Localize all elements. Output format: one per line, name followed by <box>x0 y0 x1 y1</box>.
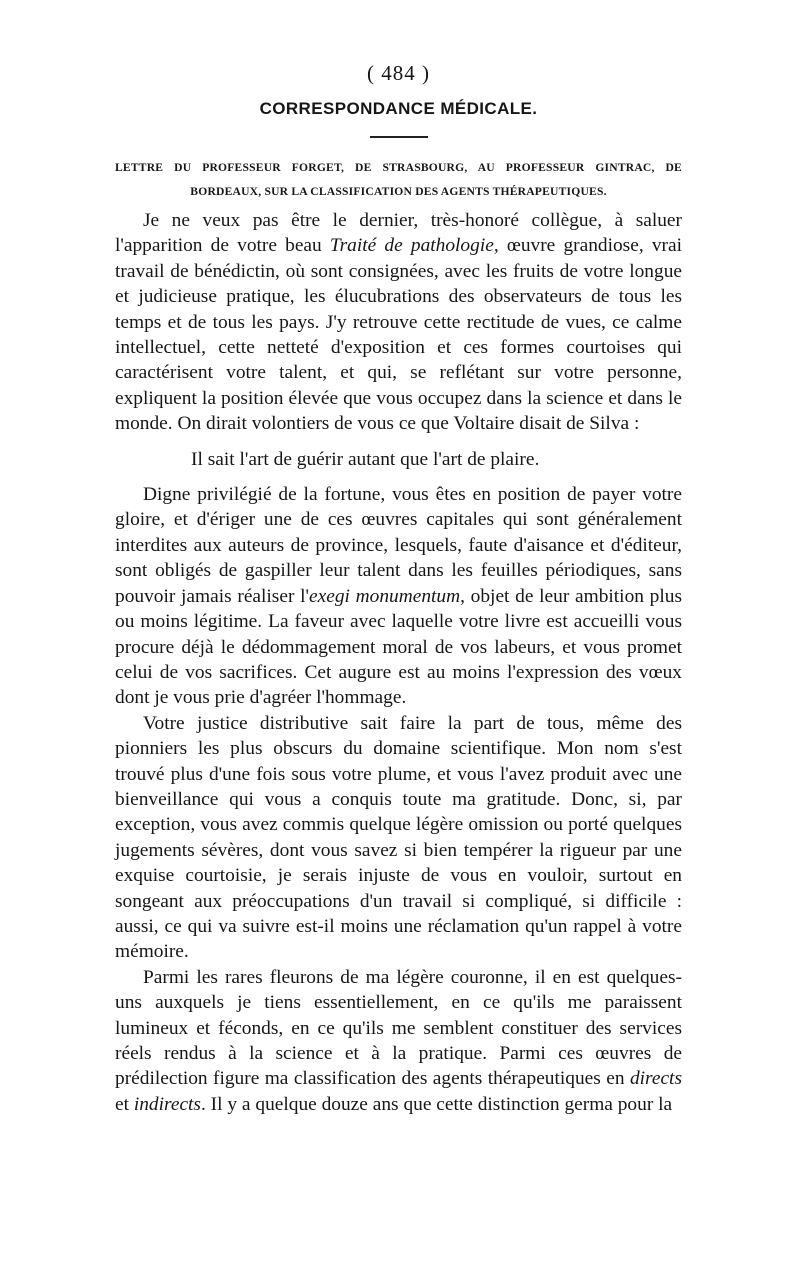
paragraph-4-conjunction: et <box>115 1093 134 1115</box>
page-number: ( 484 ) <box>367 61 430 85</box>
book-title-italic: Traité de pathologie <box>329 235 494 257</box>
paragraph-2-text-start: Digne privilégié de la fortune, vous êtes en position de payer votre gloire, et d'ériger une de ces œuvres capitales qui sont généralement interdites aux auteurs de province, lesquels, faute d'aisance et d'éditeur, sont obligés de gaspiller leur talent dans les feuilles périodiques, sans pouvoir jamais réaliser l' <box>115 484 682 607</box>
paragraph-2-text-end: , objet de leur ambition plus ou moins légitime. La faveur avec laquelle votre livre est accueilli vous procure déjà le dédommagement moral de vos labeurs, et vous promet celui de vos sacrifices. Cet augure est au moins l'expression des vœux dont je vous prie d'agréer l'hommage. <box>115 585 682 709</box>
term-directs-italic: directs <box>629 1068 682 1090</box>
paragraph-4-text-start: Parmi les rares fleurons de ma légère couronne, il en est quelques-uns auxquels je tiens essentiellement, en ce qu'ils me paraissent lumineux et féconds, en ce qu'ils me semblent constituer des services réels rendus à la science et à la pratique. Parmi ces œuvres de prédilection figure ma classification des agents thérapeutiques en <box>115 966 682 1090</box>
paragraph-1 <box>115 208 682 437</box>
book-page <box>115 58 682 1117</box>
paragraph-4 <box>115 965 682 1117</box>
term-indirects-italic: indirects <box>133 1093 201 1115</box>
paragraph-1-text-start: Je ne veux pas être le dernier, très-honoré collègue, à saluer l'apparition de votre beau <box>115 210 682 257</box>
letter-heading: LETTRE DU PROFESSEUR FORGET, DE STRASBOURG, AU PROFESSEUR GINTRAC, DE BORDEAUX, SUR LA CLASSIFICATION DES AGENTS THÉRAPEUTIQUES. <box>115 161 682 198</box>
letter-body <box>115 208 682 1117</box>
latin-phrase-italic: exegi monumentum <box>309 585 461 607</box>
title-divider <box>370 136 428 138</box>
verse-quote: Il sait l'art de guérir autant que l'art de plaire. <box>191 448 540 470</box>
paragraph-3: Votre justice distributive sait faire la part de tous, même des pionniers les plus obscurs du domaine scientifique. Mon nom s'est trouvé plus d'une fois sous votre plume, et vous l'avez produit avec une bienveillance qui vous a conquis toute ma gratitude. Donc, si, par exception, vous avez commis quelque légère omission ou porté quelques jugements sévères, dont vous savez si bien tempérer la rigueur par une exquise courtoisie, je serais injuste de vous en vouloir, surtout en songeant aux préoccupations d'un travail si compliqué, si difficile : aussi, ce qui va suivre est-il moins une réclamation qu'un rappel à votre mémoire. <box>115 712 682 963</box>
paragraph-4-text-end: . Il y a quelque douze ans que cette distinction germa pour la <box>200 1093 673 1115</box>
paragraph-2 <box>115 482 682 711</box>
section-title: CORRESPONDANCE MÉDICALE. <box>259 99 538 118</box>
paragraph-1-text-end: , œuvre grandiose, vrai travail de bénédictin, où sont consignées, avec les fruits de votre longue et judicieuse pratique, les élucubrations des observateurs de tous les temps et de tous les pays. J'y retrouve cette rectitude de vues, ce calme intellectuel, cette netteté d'exposition et ces formes courtoises qui caractérisent votre talent, et qui, se reflétant sur votre personne, expliquent la position élevée que vous occupez dans la science et dans le monde. On dirait volontiers de vous ce que Voltaire disait de Silva : <box>115 235 682 435</box>
